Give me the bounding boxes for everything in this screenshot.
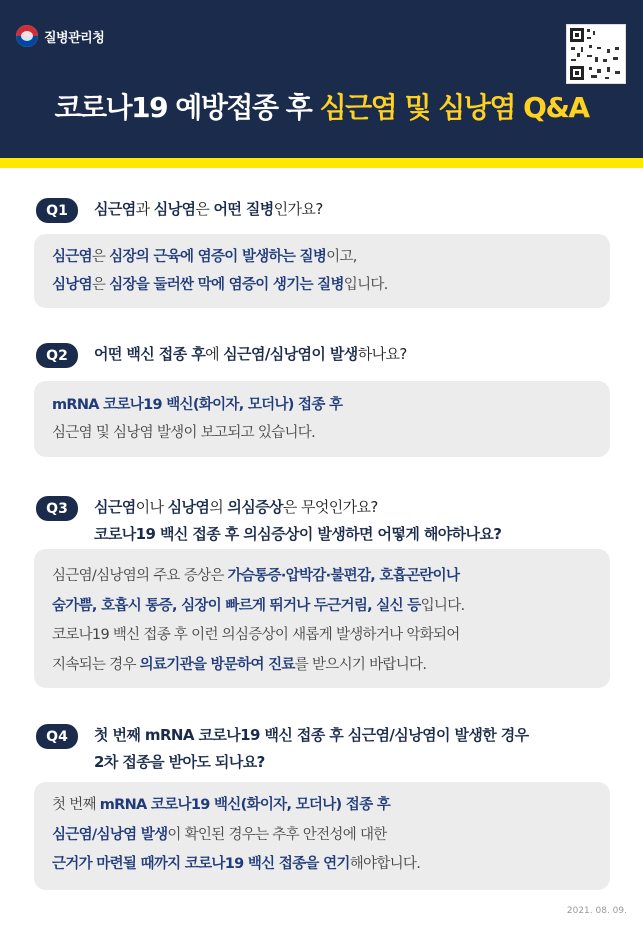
text-line: 심낭염은 심장을 둘러싼 막에 염증이 생기는 질병입니다. (52, 277, 388, 293)
header-banner (0, 0, 643, 158)
publish-date: 2021. 08. 09. (566, 906, 627, 916)
text-line: 첫 번째 mRNA 코로나19 백신(화이자, 모더나) 접종 후 (52, 797, 391, 813)
page-title (0, 86, 643, 126)
question-4 (36, 722, 529, 776)
question-2 (36, 341, 407, 368)
q-badge: Q3 (36, 496, 78, 521)
text-line: 첫 번째 mRNA 코로나19 백신 접종 후 심근염/심낭염이 발생한 경우 (94, 726, 529, 744)
title-highlight: 심근염 및 심낭염 Q&A (319, 91, 589, 124)
text-line: 2차 접종을 받아도 되나요? (94, 753, 265, 771)
yellow-stripe (0, 158, 643, 168)
text-line: 어떤 백신 접종 후에 심근염/심낭염이 발생하나요? (94, 345, 407, 363)
question-text (94, 494, 501, 548)
title-plain: 코로나19 예방접종 후 (54, 91, 320, 124)
answer-4 (34, 782, 610, 890)
text-line: 코로나19 백신 접종 후 의심증상이 발생하면 어떻게 해야하나요? (94, 525, 502, 543)
answer-1 (34, 234, 610, 308)
text-line: 코로나19 백신 접종 후 이런 의심증상이 새롭게 발생하거나 악화되어 (52, 627, 460, 643)
text-line: 심근염 및 심낭염 발생이 보고되고 있습니다. (52, 425, 315, 441)
text-line: 심근염/심낭염 발생이 확인된 경우는 추후 안전성에 대한 (52, 826, 387, 843)
text-line: 심근염이나 심낭염의 의심증상은 무엇인가요? (94, 498, 378, 516)
question-text (94, 722, 529, 776)
text-line: mRNA 코로나19 백신(화이자, 모더나) 접종 후 (52, 397, 343, 413)
org-logo (16, 25, 104, 47)
answer-3 (34, 549, 610, 688)
qr-code-icon (566, 24, 626, 84)
question-text (94, 196, 323, 223)
answer-2 (34, 381, 610, 457)
question-text (94, 341, 407, 368)
text-line: 근거가 마련될 때까지 코로나19 백신 접종을 연기해야합니다. (52, 856, 421, 872)
text-line: 심근염/심낭염의 주요 증상은 가슴통증·압박감·불편감, 호흡곤란이나 (52, 568, 460, 584)
org-name: 질병관리청 (44, 30, 105, 46)
q-badge: Q4 (36, 724, 78, 749)
question-3 (36, 494, 501, 548)
text-line: 숨가쁨, 호흡시 통증, 심장이 빠르게 뛰거나 두근거림, 실신 등입니다. (52, 597, 465, 614)
text-line: 심근염은 심장의 근육에 염증이 발생하는 질병이고, (52, 249, 357, 265)
question-1 (36, 196, 323, 223)
text-line: 심근염과 심낭염은 어떤 질병인가요? (94, 200, 323, 218)
taegeuk-icon (16, 25, 38, 47)
q-badge: Q1 (36, 198, 78, 223)
text-line: 지속되는 경우 의료기관을 방문하여 진료를 받으시기 바랍니다. (52, 656, 427, 673)
q-badge: Q2 (36, 343, 78, 368)
